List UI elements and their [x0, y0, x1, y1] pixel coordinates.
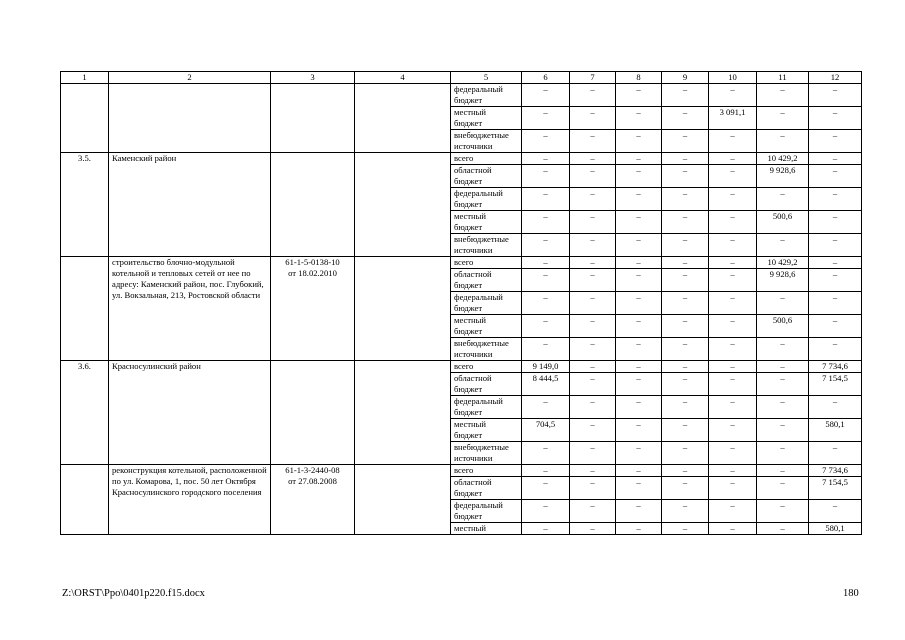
value-cell: –: [757, 465, 809, 477]
value-cell: –: [616, 257, 662, 269]
value-cell: 580,1: [809, 419, 862, 442]
funding-source: внебюджетные источники: [451, 442, 522, 465]
column-4-cell: [355, 361, 451, 465]
value-cell: –: [709, 500, 757, 523]
value-cell: –: [662, 373, 709, 396]
funding-source: местный бюджет: [451, 315, 522, 338]
value-cell: 10 429,2: [757, 257, 809, 269]
value-cell: –: [662, 500, 709, 523]
value-cell: –: [662, 465, 709, 477]
value-cell: –: [616, 500, 662, 523]
value-cell: –: [757, 442, 809, 465]
value-cell: –: [709, 211, 757, 234]
value-cell: –: [522, 315, 570, 338]
value-cell: –: [570, 211, 616, 234]
value-cell: –: [570, 269, 616, 292]
value-cell: –: [570, 361, 616, 373]
value-cell: –: [809, 292, 862, 315]
value-cell: –: [709, 257, 757, 269]
column-header: 7: [570, 72, 616, 84]
value-cell: –: [809, 338, 862, 361]
expertise-code: [271, 84, 355, 153]
column-4-cell: [355, 465, 451, 535]
value-cell: –: [662, 269, 709, 292]
value-cell: –: [616, 188, 662, 211]
value-cell: –: [757, 523, 809, 535]
value-cell: –: [809, 84, 862, 107]
funding-source: внебюджетные источники: [451, 234, 522, 257]
column-header: 10: [709, 72, 757, 84]
value-cell: –: [709, 315, 757, 338]
value-cell: –: [809, 500, 862, 523]
funding-source: областной бюджет: [451, 165, 522, 188]
value-cell: –: [570, 234, 616, 257]
value-cell: –: [757, 107, 809, 130]
funding-source: федеральный бюджет: [451, 396, 522, 419]
value-cell: –: [570, 130, 616, 153]
value-cell: –: [809, 153, 862, 165]
value-cell: –: [570, 396, 616, 419]
value-cell: –: [709, 419, 757, 442]
value-cell: –: [709, 361, 757, 373]
object-name: [109, 84, 271, 153]
value-cell: –: [709, 292, 757, 315]
value-cell: –: [522, 188, 570, 211]
object-name: реконструкция котельной, расположенной по ул. Комарова, 1, пос. 50 лет Октября Красносулинского городского поселения: [109, 465, 271, 535]
funding-source: всего: [451, 465, 522, 477]
value-cell: –: [522, 442, 570, 465]
value-cell: –: [616, 269, 662, 292]
item-number: 3.5.: [61, 153, 109, 257]
column-header: 4: [355, 72, 451, 84]
value-cell: 8 444,5: [522, 373, 570, 396]
value-cell: –: [662, 292, 709, 315]
value-cell: –: [616, 107, 662, 130]
value-cell: –: [662, 165, 709, 188]
value-cell: 7 734,6: [809, 465, 862, 477]
funding-source: федеральный бюджет: [451, 188, 522, 211]
value-cell: –: [809, 315, 862, 338]
value-cell: –: [757, 500, 809, 523]
value-cell: –: [616, 338, 662, 361]
value-cell: –: [757, 84, 809, 107]
page-number: 180: [843, 588, 859, 599]
column-header: 8: [616, 72, 662, 84]
value-cell: –: [616, 84, 662, 107]
value-cell: –: [809, 257, 862, 269]
value-cell: –: [522, 211, 570, 234]
value-cell: –: [522, 165, 570, 188]
funding-source: местный бюджет: [451, 107, 522, 130]
value-cell: –: [570, 523, 616, 535]
value-cell: –: [809, 188, 862, 211]
value-cell: –: [757, 130, 809, 153]
value-cell: –: [570, 419, 616, 442]
value-cell: –: [809, 396, 862, 419]
value-cell: –: [709, 465, 757, 477]
value-cell: –: [522, 107, 570, 130]
column-header: 1: [61, 72, 109, 84]
value-cell: –: [757, 292, 809, 315]
value-cell: –: [522, 130, 570, 153]
value-cell: –: [616, 315, 662, 338]
expertise-code: [271, 153, 355, 257]
value-cell: –: [616, 361, 662, 373]
value-cell: –: [662, 315, 709, 338]
value-cell: –: [809, 107, 862, 130]
value-cell: –: [709, 153, 757, 165]
value-cell: –: [709, 396, 757, 419]
item-number: [61, 257, 109, 361]
value-cell: –: [809, 165, 862, 188]
value-cell: –: [570, 315, 616, 338]
column-4-cell: [355, 257, 451, 361]
expertise-code: 61-1-5-0138-10 от 18.02.2010: [271, 257, 355, 361]
funding-source: местный бюджет: [451, 211, 522, 234]
object-name: строительство блочно-модульной котельной и тепловых сетей от нее по адресу: Каменский район, пос. Глубокий, ул. Вокзальная, 213, Ростовской области: [109, 257, 271, 361]
column-header: 5: [451, 72, 522, 84]
financing-table: [60, 71, 862, 535]
value-cell: –: [570, 477, 616, 500]
column-4-cell: [355, 153, 451, 257]
value-cell: –: [809, 130, 862, 153]
column-header: 9: [662, 72, 709, 84]
value-cell: 9 149,0: [522, 361, 570, 373]
value-cell: –: [757, 477, 809, 500]
value-cell: –: [616, 153, 662, 165]
item-number: [61, 84, 109, 153]
value-cell: 580,1: [809, 523, 862, 535]
value-cell: –: [616, 396, 662, 419]
value-cell: 7 154,5: [809, 373, 862, 396]
funding-source: всего: [451, 257, 522, 269]
value-cell: –: [757, 338, 809, 361]
table-row: [61, 465, 862, 477]
value-cell: –: [757, 373, 809, 396]
item-number: 3.6.: [61, 361, 109, 465]
value-cell: –: [709, 523, 757, 535]
value-cell: –: [662, 107, 709, 130]
value-cell: 7 154,5: [809, 477, 862, 500]
value-cell: –: [570, 165, 616, 188]
funding-source: федеральный бюджет: [451, 500, 522, 523]
table-row: [61, 257, 862, 269]
value-cell: –: [522, 338, 570, 361]
value-cell: –: [757, 188, 809, 211]
value-cell: –: [662, 84, 709, 107]
value-cell: –: [662, 188, 709, 211]
value-cell: –: [616, 477, 662, 500]
funding-source: всего: [451, 361, 522, 373]
value-cell: –: [809, 269, 862, 292]
value-cell: –: [522, 153, 570, 165]
value-cell: –: [662, 234, 709, 257]
funding-source: областной бюджет: [451, 373, 522, 396]
value-cell: –: [570, 465, 616, 477]
value-cell: –: [570, 84, 616, 107]
value-cell: –: [616, 373, 662, 396]
value-cell: –: [662, 477, 709, 500]
value-cell: –: [662, 361, 709, 373]
funding-source: внебюджетные источники: [451, 338, 522, 361]
funding-source: внебюджетные источники: [451, 130, 522, 153]
value-cell: –: [570, 292, 616, 315]
value-cell: –: [522, 396, 570, 419]
object-name: Каменский район: [109, 153, 271, 257]
value-cell: –: [662, 130, 709, 153]
funding-source: федеральный бюджет: [451, 84, 522, 107]
value-cell: –: [570, 188, 616, 211]
value-cell: –: [570, 338, 616, 361]
column-4-cell: [355, 84, 451, 153]
value-cell: –: [616, 442, 662, 465]
expertise-code: 61-1-3-2440-08 от 27.08.2008: [271, 465, 355, 535]
value-cell: –: [757, 419, 809, 442]
value-cell: –: [709, 165, 757, 188]
value-cell: –: [662, 396, 709, 419]
value-cell: –: [809, 211, 862, 234]
value-cell: 704,5: [522, 419, 570, 442]
value-cell: 10 429,2: [757, 153, 809, 165]
funding-source: местный: [451, 523, 522, 535]
object-name: Красносулинский район: [109, 361, 271, 465]
value-cell: 3 091,1: [709, 107, 757, 130]
value-cell: –: [522, 465, 570, 477]
value-cell: –: [522, 257, 570, 269]
value-cell: –: [709, 130, 757, 153]
value-cell: 9 928,6: [757, 165, 809, 188]
value-cell: –: [616, 419, 662, 442]
value-cell: –: [662, 211, 709, 234]
value-cell: –: [662, 153, 709, 165]
column-header: 3: [271, 72, 355, 84]
value-cell: –: [522, 500, 570, 523]
value-cell: –: [662, 338, 709, 361]
value-cell: –: [522, 523, 570, 535]
value-cell: –: [570, 373, 616, 396]
value-cell: –: [709, 234, 757, 257]
value-cell: –: [809, 442, 862, 465]
value-cell: –: [709, 442, 757, 465]
value-cell: –: [662, 523, 709, 535]
value-cell: –: [709, 84, 757, 107]
value-cell: –: [616, 523, 662, 535]
funding-source: федеральный бюджет: [451, 292, 522, 315]
value-cell: –: [570, 153, 616, 165]
funding-source: областной бюджет: [451, 269, 522, 292]
table-row: [61, 153, 862, 165]
value-cell: –: [522, 292, 570, 315]
value-cell: –: [570, 442, 616, 465]
value-cell: –: [616, 465, 662, 477]
value-cell: 500,6: [757, 211, 809, 234]
value-cell: –: [522, 234, 570, 257]
value-cell: –: [522, 84, 570, 107]
value-cell: –: [709, 477, 757, 500]
column-header: 11: [757, 72, 809, 84]
value-cell: –: [809, 234, 862, 257]
value-cell: –: [616, 130, 662, 153]
value-cell: –: [570, 257, 616, 269]
value-cell: –: [570, 500, 616, 523]
value-cell: –: [570, 107, 616, 130]
table-row: [61, 361, 862, 373]
value-cell: –: [709, 373, 757, 396]
value-cell: –: [662, 257, 709, 269]
value-cell: –: [616, 234, 662, 257]
expertise-code: [271, 361, 355, 465]
column-number-row: [61, 72, 862, 84]
footer-file-path: Z:\ORST\Ppo\0401p220.f15.docx: [62, 588, 205, 599]
column-header: 2: [109, 72, 271, 84]
value-cell: –: [709, 269, 757, 292]
value-cell: –: [616, 211, 662, 234]
value-cell: –: [757, 234, 809, 257]
value-cell: –: [522, 477, 570, 500]
item-number: [61, 465, 109, 535]
value-cell: –: [616, 165, 662, 188]
column-header: 6: [522, 72, 570, 84]
value-cell: –: [662, 419, 709, 442]
column-header: 12: [809, 72, 862, 84]
funding-source: всего: [451, 153, 522, 165]
value-cell: 7 734,6: [809, 361, 862, 373]
value-cell: –: [662, 442, 709, 465]
value-cell: –: [616, 292, 662, 315]
table-row: [61, 84, 862, 107]
value-cell: –: [522, 269, 570, 292]
funding-source: областной бюджет: [451, 477, 522, 500]
value-cell: 9 928,6: [757, 269, 809, 292]
value-cell: –: [757, 396, 809, 419]
funding-source: местный бюджет: [451, 419, 522, 442]
value-cell: –: [709, 188, 757, 211]
value-cell: –: [757, 361, 809, 373]
value-cell: 500,6: [757, 315, 809, 338]
value-cell: –: [709, 338, 757, 361]
